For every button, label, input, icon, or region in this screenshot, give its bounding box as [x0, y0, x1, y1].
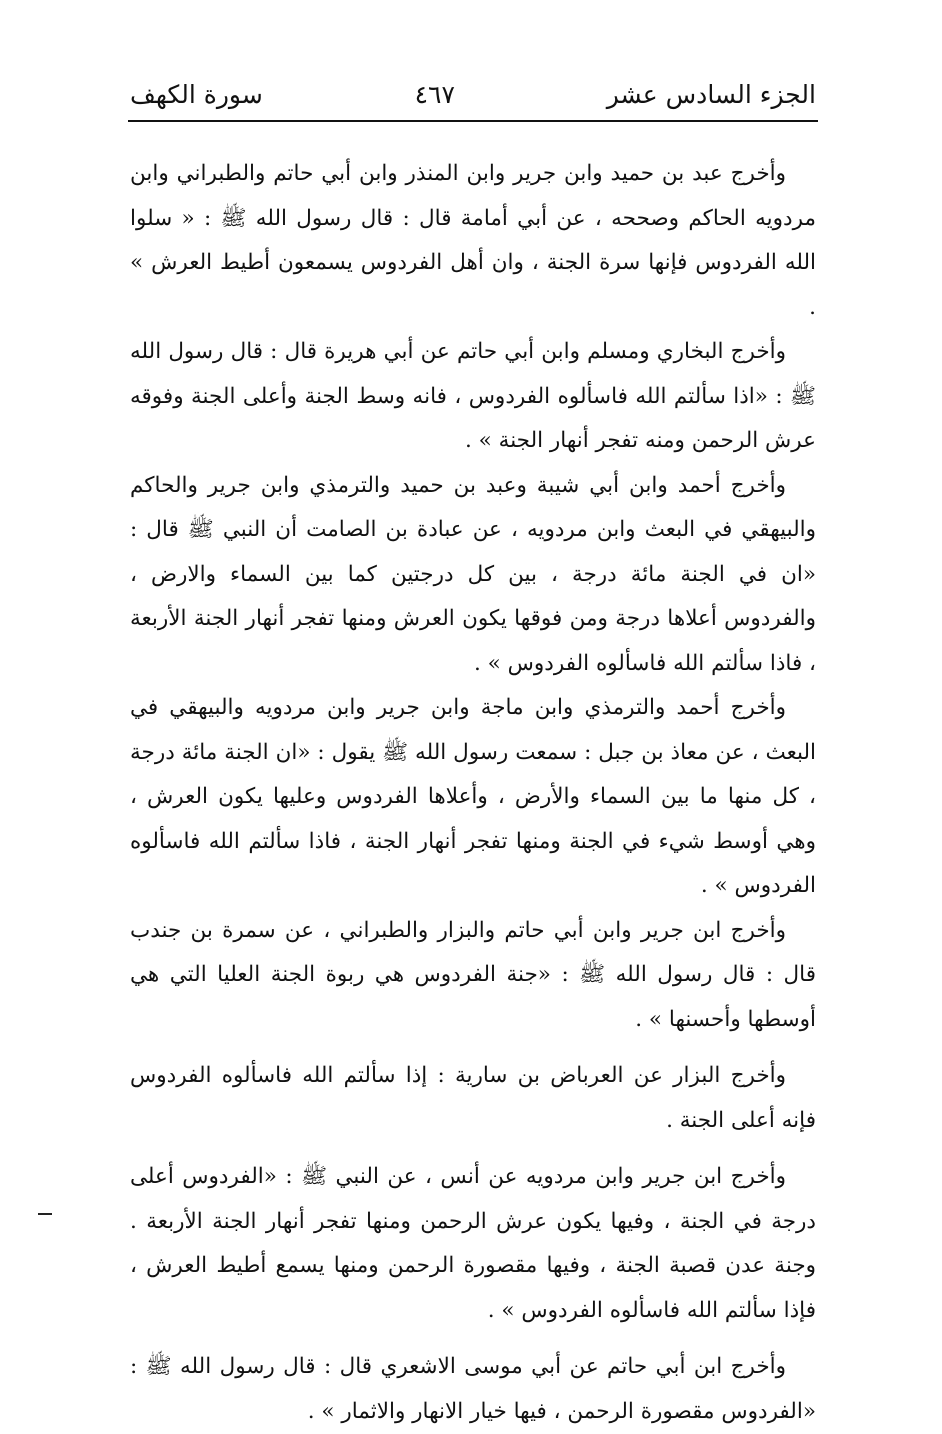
paragraph-2: وأخرج البخاري ومسلم وابن أبي حاتم عن أبي هريرة قال : قال رسول الله ﷺ : «اذا سألتم الله فاسألوه الفردوس ، فانه وسط الجنة وأعلى الجنة وفوقه عرش الرحمن ومنه تفجر أنهار الجنة » . — [130, 339, 816, 453]
paragraph-6: وأخرج البزار عن العرباض بن سارية : إذا سألتم الله فاسألوه الفردوس فإنه أعلى الجنة . — [130, 1063, 816, 1133]
header-rule — [128, 120, 818, 122]
page-number: ٤٦٧ — [414, 79, 455, 109]
paragraph-4: وأخرج أحمد والترمذي وابن ماجة وابن جرير وابن مردويه والبيهقي في البعث ، عن معاذ بن جبل : سمعت رسول الله ﷺ يقول : «ان الجنة مائة درجة ، كل منها ما بين السماء والأرض ، وأعلاها الفردوس وعليها يكون العرش ، وهي أوسط شيء في الجنة ومنها تفجر أنهار الجنة ، فاذا سألتم الله فاسألوه الفردوس » . — [130, 695, 816, 898]
paragraph-5: وأخرج ابن جرير وابن أبي حاتم والبزار والطبراني ، عن سمرة بن جندب قال : قال رسول الله ﷺ : «جنة الفردوس هي ربوة الجنة العليا التي هي أوسطها وأحسنها » . — [130, 917, 816, 1032]
paragraph-7: وأخرج ابن جرير وابن مردويه عن أنس ، عن النبي ﷺ : «الفردوس أعلى درجة في الجنة ، وفيها يكون عرش الرحمن ومنها تفجر أنهار الجنة الأربعة . وجنة عدن قصبة الجنة ، وفيها مقصورة الرحمن ومنها يسمع أطيط العرش ، فإذا سألتم الله فاسألوه الفردوس » . — [130, 1164, 816, 1323]
paragraph-8: وأخرج ابن أبي حاتم عن أبي موسى الاشعري قال : قال رسول الله ﷺ : «الفردوس مقصورة الرحمن ، فيها خيار الانهار والاثمار » . — [130, 1354, 816, 1424]
surah-title: سورة الكهف — [130, 79, 263, 109]
paragraph-1: وأخرج عبد بن حميد وابن جرير وابن المنذر وابن أبي حاتم والطبراني وابن مردويه الحاكم وصححه ، عن أبي أمامة قال : قال رسول الله ﷺ : « سلوا الله الفردوس فإنها سرة الجنة ، وان أهل الفردوس يسمعون أطيط العرش » . — [130, 161, 816, 320]
part-title: الجزء السادس عشر — [606, 79, 816, 109]
paragraph-3: وأخرج أحمد وابن أبي شيبة وعبد بن حميد والترمذي وابن جرير والحاكم والبيهقي في البعث وابن مردويه ، عن عبادة بن الصامت أن النبي ﷺ قال : «ان في الجنة مائة درجة ، بين كل درجتين كما بين السماء والارض ، والفردوس أعلاها درجة ومن فوقها يكون العرش ومنها تفجر أنهار الجنة الأربعة ، فاذا سألتم الله فاسألوه الفردوس » . — [130, 472, 816, 676]
body-text — [130, 152, 816, 1434]
margin-dash — [38, 1213, 52, 1215]
running-head — [130, 70, 816, 118]
